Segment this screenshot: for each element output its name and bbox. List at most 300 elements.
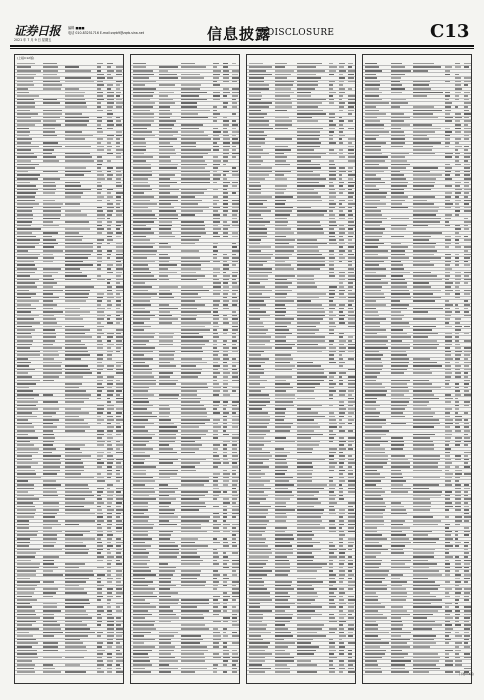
table-cell: [339, 376, 342, 378]
table-cell: [181, 77, 204, 79]
table-cell: [116, 495, 123, 497]
table-cell: [97, 146, 104, 148]
table-cell: [329, 581, 336, 583]
table-cell: [275, 293, 287, 295]
table-cell: [275, 290, 292, 292]
table-cell: [339, 477, 344, 479]
table-cell: [116, 275, 121, 277]
table-cell: [413, 326, 436, 328]
table-cell: [297, 326, 316, 328]
table-cell: [65, 588, 84, 590]
table-cell: [339, 351, 345, 353]
table-cell: [43, 416, 52, 418]
table-cell: [232, 426, 238, 428]
table-cell: [329, 437, 334, 439]
table-cell: [365, 606, 385, 608]
table-cell: [329, 671, 335, 673]
table-cell: [365, 560, 382, 562]
table-cell: [365, 189, 379, 191]
table-cell: [181, 498, 199, 500]
table-cell: [275, 160, 286, 162]
table-cell: [116, 394, 120, 396]
table-cell: [329, 376, 334, 378]
table-cell: [97, 84, 104, 86]
table-cell: [249, 304, 266, 306]
table-cell: [275, 642, 295, 644]
table-cell: [65, 632, 95, 634]
table-cell: [275, 390, 286, 392]
table-cell: [159, 664, 169, 666]
table-cell: [133, 185, 150, 187]
table-cell: [107, 70, 114, 72]
table-cell: [329, 178, 336, 180]
table-cell: [297, 646, 319, 648]
table-cell: [348, 470, 353, 472]
table-cell: [464, 156, 470, 158]
table-cell: [329, 531, 336, 533]
table-cell: [391, 614, 410, 616]
table-cell: [249, 196, 272, 198]
table-cell: [181, 214, 195, 216]
table-cell: [116, 203, 120, 205]
table-cell: [339, 66, 344, 68]
table-cell: [339, 225, 344, 227]
table-cell: [181, 326, 205, 328]
table-cell: [297, 225, 321, 227]
table-cell: [391, 491, 408, 493]
table-cell: [455, 358, 460, 360]
table-cell: [249, 430, 270, 432]
table-cell: [413, 124, 432, 126]
table-cell: [339, 362, 345, 364]
table-cell: [348, 239, 352, 241]
table-cell: [133, 502, 148, 504]
table-cell: [159, 311, 170, 313]
table-cell: [97, 304, 101, 306]
table-cell: [464, 632, 469, 634]
table-cell: [339, 232, 345, 234]
table-cell: [275, 509, 295, 511]
table-cell: [232, 567, 239, 569]
table-cell: [181, 628, 209, 630]
table-cell: [232, 470, 236, 472]
table-cell: [413, 567, 429, 569]
table-cell: [181, 210, 203, 212]
table-cell: [413, 185, 434, 187]
table-cell: [445, 563, 450, 565]
table-cell: [365, 232, 383, 234]
table-cell: [464, 164, 470, 166]
table-cell: [249, 207, 267, 209]
table-cell: [339, 200, 345, 202]
table-cell: [43, 146, 62, 148]
table-cell: [445, 322, 449, 324]
table-cell: [232, 462, 237, 464]
table-cell: [223, 560, 229, 562]
table-cell: [365, 110, 379, 112]
table-cell: [43, 102, 60, 104]
table-cell: [107, 603, 110, 605]
table-cell: [97, 340, 102, 342]
table-cell: [65, 531, 90, 533]
table-cell: [159, 477, 170, 479]
table-cell: [232, 70, 240, 72]
table-cell: [181, 329, 210, 331]
table-cell: [97, 495, 101, 497]
table-cell: [413, 369, 430, 371]
table-cell: [133, 106, 153, 108]
table-cell: [391, 336, 411, 338]
table-cell: [365, 113, 386, 115]
table-cell: [213, 552, 218, 554]
table-cell: [329, 297, 334, 299]
table-cell: [249, 462, 263, 464]
table-cell: [275, 311, 286, 313]
table-cell: [159, 92, 174, 94]
table-cell: [391, 365, 408, 367]
table-cell: [65, 344, 85, 346]
table-cell: [391, 542, 411, 544]
table-cell: [339, 99, 342, 101]
table-cell: [213, 311, 218, 313]
table-cell: [107, 347, 111, 349]
table-cell: [297, 84, 318, 86]
table-cell: [181, 171, 210, 173]
table-cell: [365, 264, 379, 266]
table-cell: [413, 113, 433, 115]
table-cell: [249, 290, 272, 292]
table-cell: [17, 110, 30, 112]
table-cell: [275, 610, 285, 612]
table-cell: [107, 556, 114, 558]
table-cell: [65, 477, 94, 479]
table-cell: [391, 272, 410, 274]
table-cell: [232, 509, 239, 511]
table-cell: [223, 412, 229, 414]
table-cell: [445, 556, 453, 558]
table-cell: [413, 394, 434, 396]
table-cell: [65, 444, 85, 446]
table-cell: [133, 401, 149, 403]
table-cell: [133, 455, 150, 457]
table-cell: [464, 513, 469, 515]
table-cell: [329, 300, 333, 302]
table-cell: [159, 585, 176, 587]
table-cell: [107, 272, 113, 274]
table-cell: [445, 632, 451, 634]
table-cell: [213, 614, 219, 616]
table-cell: [249, 167, 272, 169]
table-cell: [297, 671, 317, 673]
table-cell: [181, 182, 210, 184]
table-cell: [213, 628, 218, 630]
table-cell: [464, 221, 471, 223]
table-cell: [413, 556, 434, 558]
table-cell: [133, 297, 151, 299]
table-cell: [43, 412, 56, 414]
table-cell: [464, 290, 472, 292]
table-cell: [391, 174, 404, 176]
table-cell: [181, 635, 201, 637]
table-cell: [365, 95, 379, 97]
table-cell: [65, 610, 86, 612]
table-cell: [339, 448, 346, 450]
table-cell: [455, 340, 459, 342]
table-cell: [159, 426, 177, 428]
table-cell: [249, 347, 272, 349]
table-cell: [17, 297, 31, 299]
table-cell: [348, 326, 355, 328]
table-cell: [329, 617, 335, 619]
table-cell: [213, 520, 217, 522]
table-cell: [391, 156, 405, 158]
table-cell: [391, 196, 408, 198]
table-cell: [116, 362, 124, 364]
table-cell: [107, 606, 111, 608]
table-cell: [133, 527, 153, 529]
table-cell: [116, 171, 121, 173]
table-cell: [329, 200, 334, 202]
table-cell: [249, 221, 270, 223]
table-cell: [43, 588, 58, 590]
table-cell: [297, 398, 315, 400]
table-cell: [391, 466, 410, 468]
table-cell: [107, 628, 114, 630]
table-cell: [223, 452, 227, 454]
newspaper-logo: 证券日报: [14, 24, 61, 38]
table-cell: [464, 225, 468, 227]
table-cell: [329, 668, 335, 670]
table-cell: [223, 538, 227, 540]
table-cell: [348, 95, 355, 97]
table-cell: [232, 624, 239, 626]
table-cell: [65, 106, 87, 108]
table-cell: [249, 358, 269, 360]
table-cell: [339, 257, 345, 259]
table-cell: [17, 203, 39, 205]
table-cell: [445, 552, 449, 554]
table-cell: [445, 603, 452, 605]
table-cell: [365, 192, 387, 194]
table-cell: [339, 293, 344, 295]
table-cell: [116, 444, 124, 446]
table-cell: [43, 326, 62, 328]
table-cell: [249, 509, 268, 511]
table-cell: [107, 282, 110, 284]
table-row: [15, 670, 123, 674]
table-cell: [159, 164, 178, 166]
table-cell: [159, 617, 179, 619]
table-cell: [329, 164, 335, 166]
table-cell: [297, 336, 325, 338]
table-cell: [159, 135, 173, 137]
table-cell: [455, 146, 462, 148]
table-cell: [275, 556, 287, 558]
table-cell: [17, 250, 28, 252]
table-cell: [275, 138, 292, 140]
table-cell: [275, 570, 290, 572]
table-cell: [275, 441, 295, 443]
table-cell: [445, 192, 452, 194]
table-cell: [445, 81, 450, 83]
table-cell: [455, 128, 461, 130]
table-cell: [181, 610, 209, 612]
contact-line: 电话 010-83251716 E-mail:zqrb9@zqrb.sina.net: [68, 31, 144, 35]
table-cell: [43, 617, 54, 619]
table-cell: [455, 610, 460, 612]
table-cell: [17, 664, 35, 666]
table-cell: [17, 351, 40, 353]
table-cell: [213, 426, 221, 428]
table-cell: [107, 228, 111, 230]
table-cell: [159, 221, 172, 223]
table-cell: [329, 524, 335, 526]
table-cell: [17, 459, 32, 461]
table-cell: [275, 621, 290, 623]
table-cell: [275, 286, 288, 288]
table-cell: [181, 444, 202, 446]
table-cell: [445, 275, 450, 277]
table-cell: [181, 318, 196, 320]
table-cell: [348, 304, 352, 306]
table-cell: [43, 239, 56, 241]
table-cell: [116, 106, 122, 108]
table-cell: [391, 347, 410, 349]
table-cell: [65, 534, 83, 536]
table-cell: [97, 588, 102, 590]
table-cell: [43, 246, 54, 248]
table-cell: [348, 513, 355, 515]
table-cell: [445, 470, 449, 472]
table-cell: [97, 279, 105, 281]
table-cell: [249, 344, 265, 346]
table-cell: [365, 261, 384, 263]
table-cell: [213, 221, 220, 223]
table-cell: [116, 664, 120, 666]
table-cell: [339, 207, 345, 209]
table-cell: [413, 261, 430, 263]
table-cell: [232, 351, 238, 353]
table-cell: [17, 390, 33, 392]
table-cell: [348, 347, 355, 349]
table-cell: [107, 653, 112, 655]
table-cell: [455, 387, 459, 389]
table-cell: [348, 657, 352, 659]
table-cell: [133, 520, 148, 522]
table-cell: [107, 290, 112, 292]
table-cell: [445, 70, 450, 72]
table-cell: [413, 578, 428, 580]
table-cell: [249, 437, 264, 439]
table-cell: [249, 149, 263, 151]
table-cell: [213, 142, 217, 144]
table-cell: [232, 552, 238, 554]
table-cell: [413, 588, 438, 590]
table-cell: [223, 81, 229, 83]
table-cell: [413, 218, 441, 220]
table-cell: [17, 120, 41, 122]
table-cell: [133, 200, 150, 202]
table-cell: [65, 66, 79, 68]
table-cell: [249, 225, 265, 227]
table-cell: [17, 509, 36, 511]
table-cell: [116, 624, 121, 626]
table-cell: [97, 668, 101, 670]
table-cell: [17, 437, 38, 439]
table-cell: [275, 408, 286, 410]
table-cell: [107, 102, 114, 104]
table-cell: [275, 106, 292, 108]
table-cell: [445, 131, 452, 133]
table-cell: [275, 513, 286, 515]
table-cell: [65, 99, 85, 101]
table-cell: [159, 318, 178, 320]
table-cell: [365, 578, 385, 580]
table-cell: [133, 142, 146, 144]
table-cell: [339, 372, 346, 374]
table-cell: [275, 84, 293, 86]
table-cell: [445, 128, 450, 130]
table-cell: [97, 88, 101, 90]
table-cell: [43, 668, 55, 670]
table-cell: [232, 232, 238, 234]
table-cell: [159, 660, 178, 662]
table-cell: [97, 596, 103, 598]
table-cell: [365, 599, 378, 601]
table-cell: [249, 408, 262, 410]
table-cell: [455, 473, 462, 475]
table-cell: [223, 160, 228, 162]
table-cell: [249, 203, 263, 205]
table-cell: [275, 473, 285, 475]
table-cell: [339, 203, 342, 205]
table-cell: [65, 430, 85, 432]
table-cell: [116, 527, 122, 529]
table-cell: [445, 221, 449, 223]
table-cell: [232, 376, 238, 378]
table-cell: [464, 311, 469, 313]
table-cell: [97, 462, 104, 464]
table-cell: [464, 92, 470, 94]
table-cell: [65, 671, 86, 673]
table-cell: [213, 437, 218, 439]
table-cell: [455, 502, 461, 504]
table-cell: [329, 167, 336, 169]
table-cell: [133, 650, 152, 652]
table-cell: [365, 387, 385, 389]
table-cell: [116, 84, 120, 86]
table-cell: [159, 668, 178, 670]
table-cell: [413, 142, 441, 144]
table-cell: [329, 606, 336, 608]
table-cell: [445, 174, 450, 176]
table-cell: [43, 77, 60, 79]
table-cell: [348, 524, 356, 526]
table-cell: [107, 174, 113, 176]
table-cell: [232, 315, 237, 317]
table-cell: [329, 160, 334, 162]
table-cell: [391, 131, 404, 133]
table-cell: [275, 326, 287, 328]
table-cell: [65, 81, 94, 83]
table-cell: [223, 603, 227, 605]
table-cell: [232, 261, 238, 263]
table-cell: [17, 610, 35, 612]
table-cell: [339, 653, 344, 655]
table-cell: [159, 632, 178, 634]
table-cell: [97, 189, 102, 191]
table-cell: [232, 488, 236, 490]
